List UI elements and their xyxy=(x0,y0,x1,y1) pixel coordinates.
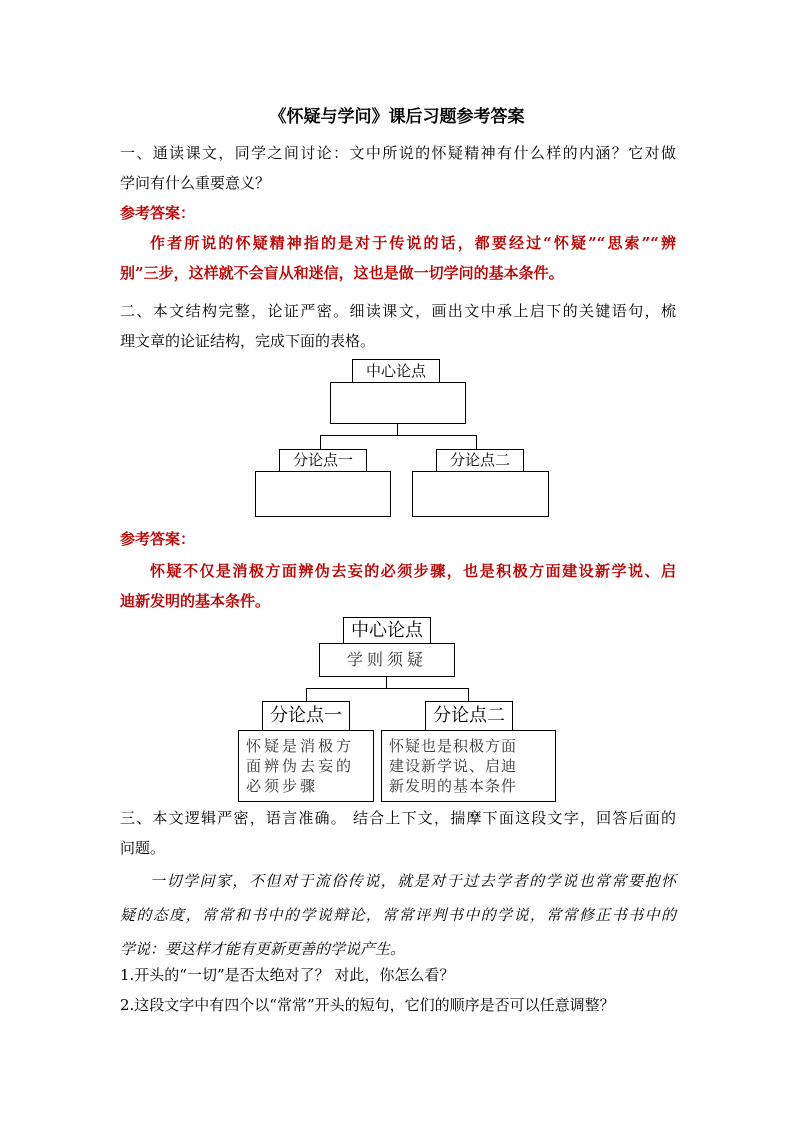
q2-answer xyxy=(120,524,676,616)
connector xyxy=(468,688,469,702)
question-3 xyxy=(120,803,676,863)
connector xyxy=(306,688,469,689)
q1-answer-label: 参考答案： xyxy=(120,204,196,222)
answer-sub2-line: 新发明的基本条件 xyxy=(389,777,518,795)
q3-line-2: 问题。 xyxy=(120,839,166,857)
blank-sub1-label: 分论点一 xyxy=(279,449,367,472)
connector xyxy=(320,435,321,450)
q1-line-1: 一、通读课文，同学之间讨论：文中所说的怀疑精神有什么样的内涵？它对做 xyxy=(120,144,676,162)
blank-sub2-label: 分论点二 xyxy=(436,449,524,472)
question-1 xyxy=(120,138,676,288)
blank-sub1-box[interactable] xyxy=(255,471,391,517)
answer-sub1-line: 面辨伪去妄的 xyxy=(246,757,355,775)
q2-answer-label: 参考答案： xyxy=(120,530,196,548)
connector xyxy=(320,435,477,436)
document-title: 《怀疑与学问》课后习题参考答案 xyxy=(269,107,525,127)
answer-sub2-text xyxy=(389,736,554,796)
q3-line-1: 三、本文逻辑严密，语言准确。 结合上下文，揣摩下面这段文字，回答后面的 xyxy=(120,809,676,827)
question-2 xyxy=(120,296,676,356)
connector xyxy=(476,435,477,450)
answer-center-value: 学则须疑 xyxy=(319,643,455,677)
answer-sub2-line: 建设新学说、启迪 xyxy=(389,757,518,775)
q1-answer-line-2: 别”三步，这样就不会盲从和迷信，这也是做一切学问的基本条件。 xyxy=(120,264,564,282)
q3-passage-line-2: 疑的态度，常常和书中的学说辩论，常常评判书中的学说，常常修正书书中的 xyxy=(120,906,676,924)
q1-answer-line-1: 作者所说的怀疑精神指的是对于传说的话，都要经过“怀疑”“思索”“辨 xyxy=(150,234,676,252)
q3-passage-line-3: 学说：要这样才能有更新更善的学说产生。 xyxy=(120,940,406,958)
blank-center-box[interactable] xyxy=(330,382,466,424)
q2-line-2: 理文章的论证结构，完成下面的表格。 xyxy=(120,332,376,350)
q3-passage-line-1: 一切学问家，不但对于流俗传说，就是对于过去学者的学说也常常要抱怀 xyxy=(150,872,676,890)
answer-sub2-label: 分论点二 xyxy=(425,701,513,731)
q3-subquestion-2: 2.这段文字中有四个以“常常”开头的短句，它们的顺序是否可以任意调整？ xyxy=(120,996,615,1014)
blank-center-label: 中心论点 xyxy=(352,359,440,383)
q2-answer-line-2: 迪新发明的基本条件。 xyxy=(120,592,271,610)
answer-sub2-line: 怀疑也是积极方面 xyxy=(389,737,518,755)
answer-sub1-label: 分论点一 xyxy=(262,701,350,731)
answer-sub1-line: 必须步骤 xyxy=(246,777,319,795)
q2-answer-line-1: 怀疑不仅是消极方面辨伪去妄的必须步骤，也是积极方面建设新学说、启 xyxy=(150,562,676,580)
q3-subquestions xyxy=(120,960,676,1020)
q3-subquestion-1: 1.开头的“一切”是否太绝对了？ 对此，你怎么看？ xyxy=(120,966,455,984)
connector xyxy=(306,688,307,702)
answer-center-label: 中心论点 xyxy=(343,617,431,644)
blank-sub2-box[interactable] xyxy=(412,471,549,517)
q2-line-1: 二、本文结构完整，论证严密。细读课文，画出文中承上启下的关键语句，梳 xyxy=(120,302,676,320)
answer-sub1-line: 怀疑是消极方 xyxy=(246,737,355,755)
q1-line-2: 学问有什么重要意义？ xyxy=(120,174,271,192)
q3-passage xyxy=(120,866,676,964)
answer-sub1-text xyxy=(246,736,372,796)
